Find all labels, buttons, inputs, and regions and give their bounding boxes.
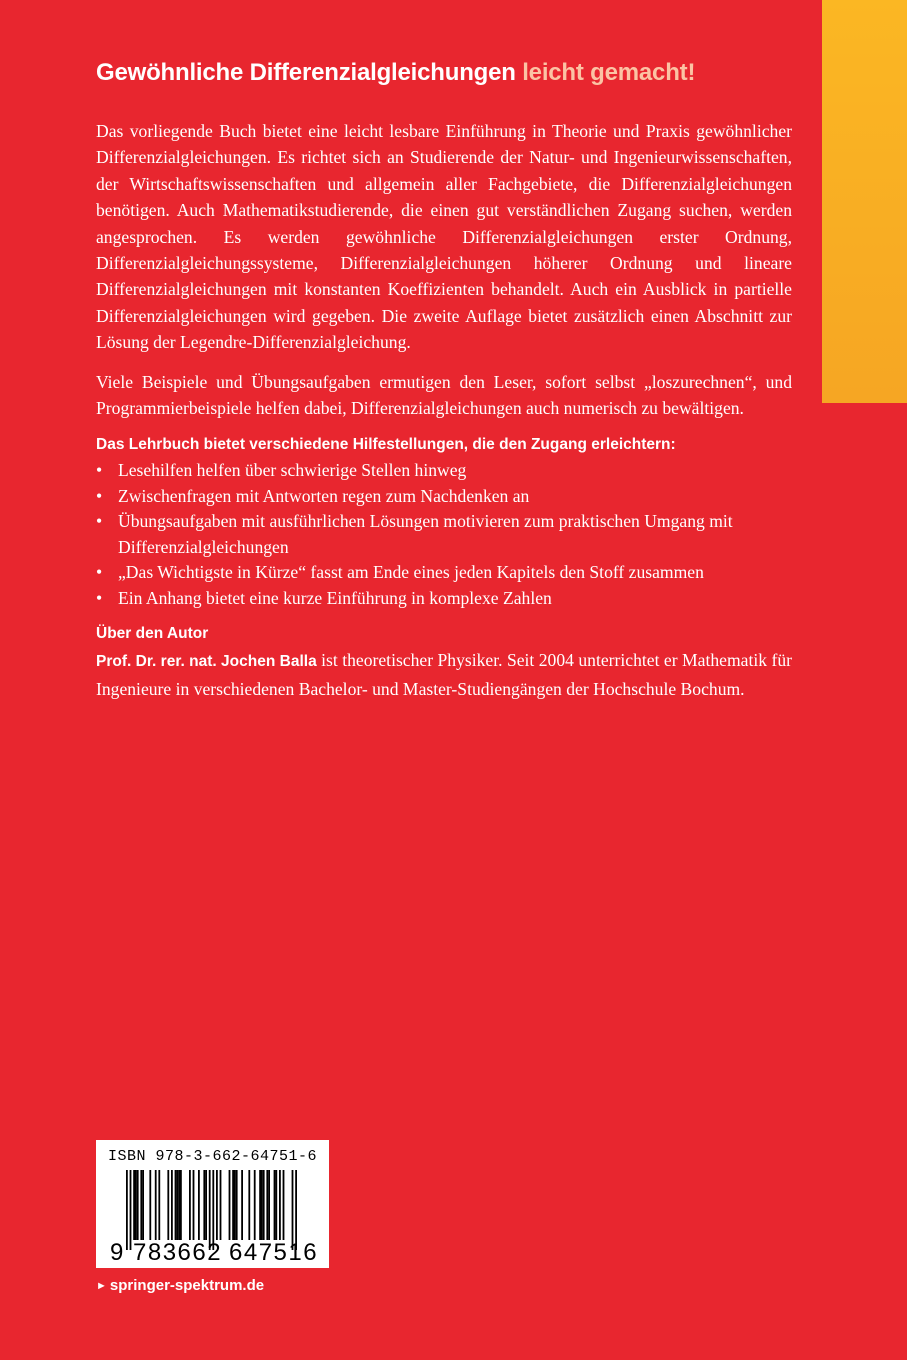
bullet-icon: •	[96, 511, 103, 532]
barcode-bar	[178, 1170, 180, 1240]
headline	[96, 58, 792, 88]
barcode-bar	[279, 1170, 281, 1240]
publisher-website-link[interactable]	[96, 1276, 264, 1296]
list-item-text: „Das Wichtigste in Kürze“ fasst am Ende eines jeden Kapitels den Stoff zusammen	[118, 562, 704, 583]
barcode-bar	[261, 1170, 263, 1240]
barcode-bar	[175, 1170, 177, 1240]
barcode-bar	[220, 1170, 222, 1240]
barcode-bar	[275, 1170, 277, 1240]
author-bio-text: ist theoretischer Physiker. Seit 2004 unterrichtet er Mathematik für Ingenieure in verschiedenen Bachelor- und Master-Studiengängen der Hochschule Bochum.	[96, 650, 792, 699]
list-item-text: Übungsaufgaben mit ausführlichen Lösungen motivieren zum praktischen Umgang mit Differenzialgleichungen	[118, 511, 733, 557]
barcode-bar	[241, 1170, 243, 1240]
isbn-barcode	[96, 1140, 329, 1268]
website-url: springer-spektrum.de	[109, 1277, 265, 1294]
isbn-label: ISBN 978-3-662-64751-6	[107, 1148, 318, 1165]
list-item-text: Lesehilfen helfen über schwierige Stellen hinweg	[118, 460, 467, 481]
ean-right-digits: 647516	[229, 1239, 319, 1266]
examples-paragraph: Viele Beispiele und Übungsaufgaben ermutigen den Leser, sofort selbst „loszurechnen“, und Programmierbeispiele helfen dabei, Differenzialgleichungen auch numerisch zu bewältigen.	[96, 371, 792, 419]
ean-digits	[96, 1238, 329, 1268]
barcode-bar	[176, 1170, 178, 1240]
barcode-bar	[203, 1170, 205, 1240]
list-item	[96, 484, 792, 510]
description-paragraph: Das vorliegende Buch bietet eine leicht lesbare Einführung in Theorie und Praxis gewöhnlicher Differenzialgleichungen. Es richtet sich an Studierende der Natur- und Ingenieurwissenschaften, der Wirtschaftswissenschaften und allgemein aller Fachgebiete, die Differenzialgleichungen benötigen. Auch Mathematikstudierende, die einen gut verständlichen Zugang suchen, werden angesprochen. Es werden gewöhnliche Differenzialgleichungen erster Ordnung, Differenzialgleichungssysteme, Differenzialgleichungen höherer Ordnung und lineare Differenzialgleichungen mit konstanten Koeffizienten behandelt. Auch ein Ausblick in partielle Differenzialgleichungen wird gegeben. Die zweite Auflage bietet zusätzlich einen Abschnitt zur Lösung der Legendre-Differenzialgleichung.	[96, 121, 792, 353]
author-title: Über den Autor	[96, 625, 209, 643]
barcode-bar	[137, 1170, 139, 1240]
author-name: Prof. Dr. rer. nat. Jochen Balla	[96, 653, 317, 671]
features-list	[96, 458, 792, 611]
barcode-bar	[232, 1170, 234, 1240]
barcode-bar	[149, 1170, 151, 1240]
list-item-text: Ein Anhang bietet eine kurze Einführung in komplexe Zahlen	[118, 587, 552, 608]
barcode-bar	[171, 1170, 173, 1240]
bullet-icon: •	[96, 587, 103, 608]
barcode-bar	[248, 1170, 250, 1240]
list-item	[96, 560, 792, 586]
barcode-bar	[140, 1170, 142, 1240]
bullet-icon: •	[96, 562, 103, 583]
barcode-bar	[135, 1170, 137, 1240]
features-title: Das Lehrbuch bietet verschiedene Hilfestellungen, die den Zugang erleichtern:	[96, 436, 676, 454]
author-bio	[96, 647, 792, 702]
ean-first-digit: 9	[110, 1239, 124, 1266]
list-item	[96, 586, 792, 612]
barcode-bar	[205, 1170, 207, 1240]
barcode-bar	[180, 1170, 182, 1240]
barcode-bar	[216, 1170, 218, 1240]
barcode-bar	[167, 1170, 169, 1240]
barcode-bar	[155, 1170, 157, 1240]
barcode-bar	[193, 1170, 195, 1240]
barcode-bar	[236, 1170, 238, 1240]
barcode-bar	[259, 1170, 261, 1240]
back-cover-content	[96, 58, 792, 702]
barcode-bar	[274, 1170, 276, 1240]
barcode-bar	[234, 1170, 236, 1240]
barcode-bar	[133, 1170, 135, 1240]
list-item	[96, 509, 792, 560]
barcode-bar	[283, 1170, 285, 1240]
barcode-bar	[142, 1170, 144, 1240]
barcode-bar	[229, 1170, 231, 1240]
barcode-bar	[263, 1170, 265, 1240]
list-item	[96, 458, 792, 484]
headline-accent: leicht gemacht!	[522, 59, 696, 86]
barcode-bar	[158, 1170, 160, 1240]
accent-bar	[822, 0, 907, 403]
ean-left-digits: 783662	[133, 1239, 223, 1266]
bullet-icon: •	[96, 460, 103, 481]
barcode-bar	[254, 1170, 256, 1240]
bullet-icon: •	[96, 485, 103, 506]
barcode-bar	[268, 1170, 270, 1240]
barcode-bar	[266, 1170, 268, 1240]
headline-main: Gewöhnliche Differenzialgleichungen	[96, 59, 516, 86]
arrow-right-icon: ►	[96, 1280, 107, 1292]
barcode-bar	[198, 1170, 200, 1240]
barcode-bar	[189, 1170, 191, 1240]
list-item-text: Zwischenfragen mit Antworten regen zum Nachdenken an	[118, 485, 530, 506]
